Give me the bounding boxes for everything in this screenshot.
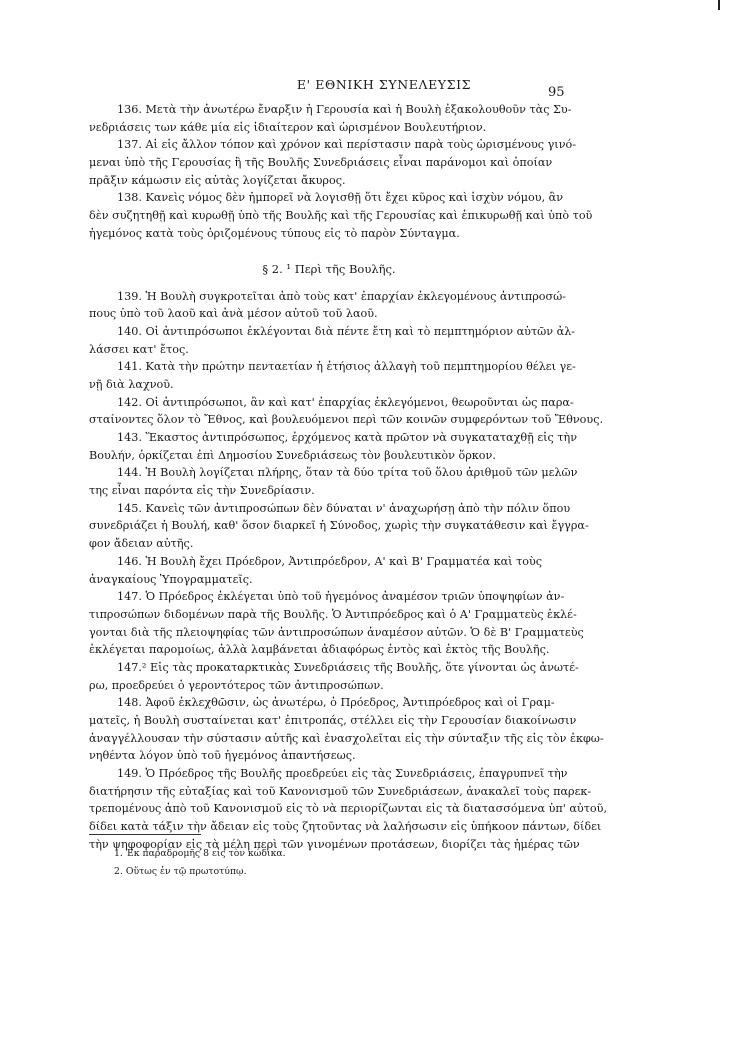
article-147b-line-2: ρω, προεδρεύει ὁ γεροντότερος τῶν ἀντιπροσώπων. bbox=[89, 678, 384, 692]
footnote-2: 2. Οὕτως ἐν τῷ πρωτοτύπῳ. bbox=[114, 866, 247, 877]
article-145-line-1: 145. Κανεὶς τῶν ἀντιπροσώπων δὲν δύναται ν' ἀναχωρήσῃ ἀπὸ τὴν πόλιν ὅπου bbox=[117, 501, 571, 515]
article-143-line-1: 143. Ἕκαστος ἀντιπρόσωπος, ἐρχόμενος κατὰ πρῶτον νὰ συγκαταταχθῇ εἰς τὴν bbox=[117, 431, 578, 444]
article-139-line-2: πους ὑπὸ τοῦ λαοῦ καὶ ἀνὰ μέσον αὐτοῦ τοῦ λαοῦ. bbox=[89, 307, 378, 321]
footnote-rule bbox=[89, 834, 201, 835]
article-149-line-3: τρεπομένους ἀπὸ τοῦ Κανονισμοῦ εἰς τὸ νὰ περιορίζωνται εἰς τὰ διατασσόμενα ὑπ' αὐτοῦ, bbox=[89, 802, 608, 816]
article-148-line-4: νηθέντα λόγον ὑπὸ τοῦ ἡγεμόνος ἀπαντήσεως. bbox=[89, 749, 356, 763]
article-138-line-2: δὲν συζητηθῇ καὶ κυρωθῇ ὑπὸ τῆς Βουλῆς καὶ τῆς Γερουσίας καὶ ἐπικυρωθῇ καὶ ὑπὸ τοῦ bbox=[89, 209, 593, 223]
article-140-line-2: λάσσει κατ' ἔτος. bbox=[89, 342, 189, 356]
article-149-line-4: δίδει κατὰ τάξιν τὴν ἄδειαν εἰς τοὺς ζητοῦντας νὰ λαλήσωσιν εἰς ὑπήκοον πάντων, δίδει bbox=[89, 820, 602, 834]
article-147-line-3: γονται διὰ τῆς πλειοψηφίας τῶν ἀντιπροσώπων ἀναμέσον αὐτῶν. Ὁ δὲ Β' Γραμματεὺς bbox=[89, 625, 584, 639]
article-139-line-1: 139. Ἡ Βουλὴ συγκροτεῖται ἀπὸ τοὺς κατ' ἐπαρχίαν ἐκλεγομένους ἀντιπροσώ- bbox=[117, 289, 567, 303]
article-148-line-2: ματεῖς, ἡ Βουλὴ συσταίνεται κατ' ἐπιτροπάς, στέλλει εἰς τὴν Γερουσίαν διακοίνωσιν bbox=[89, 714, 577, 727]
article-138-line-3: ἡγεμόνος κατὰ τοὺς ὁριζομένους τύπους εἰς τὸ παρὸν Σύνταγμα. bbox=[89, 226, 460, 240]
article-137-line-1: 137. Αἱ εἰς ἄλλον τόπον καὶ χρόνον καὶ περίστασιν παρὰ τοὺς ὡρισμένους γινό- bbox=[117, 138, 577, 152]
running-header: Ε' ΕΘΝΙΚΗ ΣΥΝΕΛΕΥΣΙΣ bbox=[296, 77, 472, 92]
section-heading: § 2. ¹ Περὶ τῆς Βουλῆς. bbox=[262, 261, 396, 276]
article-143-line-2: Βουλήν, ὁρκίζεται ἐπὶ Δημοσίου Συνεδριάσεως τὸν βουλευτικὸν ὅρκον. bbox=[89, 448, 496, 462]
article-137-line-3: πρᾶξιν κάμωσιν εἰς αὐτὰς λογίζεται ἄκυρος. bbox=[89, 173, 346, 187]
article-149-line-1: 149. Ὁ Πρόεδρος τῆς Βουλῆς προεδρεύει εἰς τὰς Συνεδριάσεις, ἐπαγρυπνεῖ τὴν bbox=[117, 767, 568, 781]
article-146-line-1: 146. Ἡ Βουλὴ ἔχει Πρόεδρον, Ἀντιπρόεδρον, Α' καὶ Β' Γραμματέα καὶ τοὺς bbox=[117, 554, 543, 568]
article-147-line-2: τιπροσώπων διδομένων παρὰ τῆς Βουλῆς. Ὁ Ἀντιπρόεδρος καὶ ὁ Α' Γραμματεὺς ἐκλέ- bbox=[89, 607, 577, 621]
spacer bbox=[89, 243, 569, 256]
article-148-line-3: ἀναγγέλλουσαν τὴν σύστασιν αὐτῆς καὶ ἐνασχολεῖται εἰς τὴν σύνταξιν τῆς εἰς τὸν ἐκφω- bbox=[89, 731, 604, 745]
article-141-line-2: νῇ διὰ λαχνοῦ. bbox=[89, 377, 174, 391]
article-142-line-1: 142. Οἱ ἀντιπρόσωποι, ἂν καὶ κατ' ἐπαρχίας ἐκλεγόμενοι, θεωροῦνται ὡς παρα- bbox=[117, 395, 574, 409]
article-149-line-5: τὴν ψηφοφορίαν εἰς τὰ μέλη περὶ τῶν γινομένων προτάσεων, διορίζει τὰς ἡμέρας τῶν bbox=[89, 837, 580, 851]
scan-edge-mark bbox=[718, 0, 720, 10]
article-147b-line-1: 147.² Εἰς τὰς προκαταρκτικὰς Συνεδριάσεις τῆς Βουλῆς, ὅτε γίνονται ὡς ἀνωτέ- bbox=[117, 660, 579, 674]
article-148-line-1: 148. Ἀφοῦ ἐκλεχθῶσιν, ὡς ἀνωτέρω, ὁ Πρόεδρος, Ἀντιπρόεδρος καὶ οἱ Γραμ- bbox=[117, 696, 555, 710]
article-145-line-2: συνεδριάζει ἡ Βουλή, καθ' ὅσον διαρκεῖ ἡ Σύνοδος, χωρὶς τὴν συγκατάθεσιν καὶ ἔγγρα- bbox=[89, 519, 589, 533]
article-144-line-2: της εἶναι παρόντα εἰς τὴν Συνεδρίασιν. bbox=[89, 484, 315, 498]
article-137-line-2: μεναι ὑπὸ τῆς Γερουσίας ἢ τῆς Βουλῆς Συνεδριάσεις εἶναι παράνομοι καὶ ὁποίαν bbox=[89, 156, 553, 170]
article-142-line-2: σταίνοντες ὅλον τὸ Ἔθνος, καὶ βουλευόμενοι περὶ τῶν κοινῶν συμφερόντων τοῦ Ἔθνους. bbox=[89, 413, 604, 427]
article-140-line-1: 140. Οἱ ἀντιπρόσωποι ἐκλέγονται διὰ πέντε ἔτη καὶ τὸ πεμπτημόριον αὐτῶν ἀλ- bbox=[117, 324, 576, 338]
footnote-1: 1. Ἐκ παραδρομῆς 8 εἰς τὸν κώδικα. bbox=[114, 848, 286, 859]
article-138-line-1: 138. Κανεὶς νόμος δὲν ἠμπορεῖ νὰ λογισθῇ ὅτι ἔχει κῦρος καὶ ἰσχὺν νόμου, ἂν bbox=[117, 191, 564, 205]
article-145-line-3: φον ἄδειαν αὐτῆς. bbox=[89, 537, 194, 551]
article-136-line-2: νεδριάσεις των κάθε μία εἰς ἰδιαίτερον καὶ ὡρισμένον Βουλευτήριον. bbox=[89, 120, 487, 134]
page-number: 95 bbox=[548, 85, 565, 100]
article-141-line-1: 141. Κατὰ τὴν πρώτην πενταετίαν ἡ ἐτήσιος ἀλλαγὴ τοῦ πεμπτημορίου θέλει γε- bbox=[117, 360, 576, 374]
article-147-line-1: 147. Ὁ Πρόεδρος ἐκλέγεται ὑπὸ τοῦ ἡγεμόνος ἀναμέσον τριῶν ὑποψηφίων ἀν- bbox=[117, 590, 565, 604]
article-149-line-2: διατήρησιν τῆς εὐταξίας καὶ τοῦ Κανονισμοῦ τῶν Συνεδριάσεων, ἀνακαλεῖ τοὺς παρεκ- bbox=[89, 784, 592, 798]
article-136-line-1: 136. Μετὰ τὴν ἀνωτέρω ἔναρξιν ἡ Γερουσία καὶ ἡ Βουλὴ ἐξακολουθοῦν τὰς Συ- bbox=[117, 103, 572, 116]
article-144-line-1: 144. Ἡ Βουλὴ λογίζεται πλήρης, ὅταν τὰ δύο τρίτα τοῦ ὅλου ἀριθμοῦ τῶν μελῶν bbox=[117, 466, 578, 480]
article-146-line-2: ἀναγκαίους Ὑπογραμματεῖς. bbox=[89, 572, 253, 586]
article-147-line-4: ἐκλέγεται παρομοίως, ἀλλὰ λαμβάνεται ἀδιαφόρως ἐντὸς καὶ ἐκτὸς τῆς Βουλῆς. bbox=[89, 643, 550, 657]
body-text bbox=[89, 101, 608, 854]
footnotes bbox=[114, 845, 286, 881]
